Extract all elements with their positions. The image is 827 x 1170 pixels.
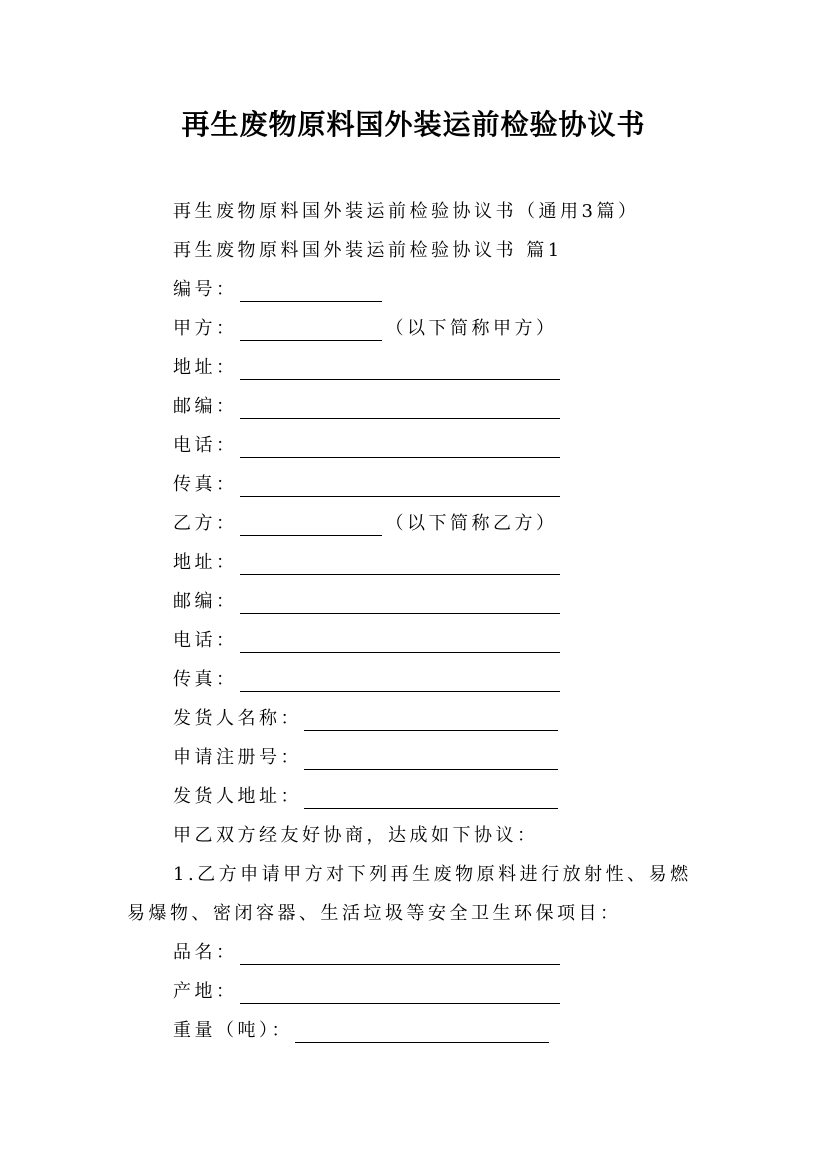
part-heading: 再生废物原料国外装运前检验协议书 篇1 [173,240,563,261]
party-b-blank [240,515,382,536]
party-a-postcode-label: 邮编： [173,396,238,417]
party-a-suffix: （以下简称甲方） [385,318,558,339]
shipper-name-row [173,707,558,731]
party-a-phone-label: 电话： [173,435,238,456]
party-b-fax-blank [240,671,560,692]
origin-label: 产地： [173,981,238,1002]
shipper-address-row [173,785,558,809]
clause-1-line-1: 1.乙方申请甲方对下列再生废物原料进行放射性、易燃 [173,864,692,885]
party-a-address-row [173,356,560,380]
party-a-address-blank [240,359,560,380]
party-a-phone-blank [240,437,560,458]
number-label: 编号： [173,279,238,300]
party-b-postcode-row [173,590,560,614]
number-row [173,278,382,302]
document-title: 再生废物原料国外装运前检验协议书 [181,108,646,141]
shipper-name-label: 发货人名称： [173,708,302,729]
party-a-postcode-blank [240,398,560,419]
shipper-address-label: 发货人地址： [173,786,302,807]
party-a-fax-row [173,473,560,497]
weight-row [173,1019,549,1043]
shipper-address-blank [304,788,558,809]
number-blank [240,281,382,302]
party-b-address-blank [240,554,560,575]
party-b-fax-label: 传真： [173,669,238,690]
weight-label: 重量（吨）： [173,1020,293,1041]
party-a-label: 甲方： [173,318,238,339]
product-name-label: 品名： [173,942,238,963]
shipper-name-blank [304,710,558,731]
party-b-postcode-blank [240,593,560,614]
product-name-blank [240,944,560,965]
party-b-phone-row [173,629,560,653]
party-b-address-label: 地址： [173,552,238,573]
party-a-row [173,317,558,341]
party-b-label: 乙方： [173,513,238,534]
party-b-suffix: （以下简称乙方） [385,513,558,534]
party-b-address-row [173,551,560,575]
party-b-postcode-label: 邮编： [173,591,238,612]
party-b-row [173,512,558,536]
origin-row [173,980,560,1004]
origin-blank [240,983,560,1004]
weight-blank [295,1022,549,1043]
clause-1-line-2: 易爆物、密闭容器、生活垃圾等安全卫生环保项目： [127,903,622,924]
party-b-phone-blank [240,632,560,653]
party-a-blank [240,320,382,341]
party-b-phone-label: 电话： [173,630,238,651]
party-a-postcode-row [173,395,560,419]
party-a-address-label: 地址： [173,357,238,378]
registration-no-blank [304,749,558,770]
agreement-intro: 甲乙双方经友好协商，达成如下协议： [173,825,539,846]
registration-no-row [173,746,558,770]
party-a-fax-label: 传真： [173,474,238,495]
document-heading: 再生废物原料国外装运前检验协议书（通用3篇） [173,201,640,222]
party-a-phone-row [173,434,560,458]
product-name-row [173,941,560,965]
party-b-fax-row [173,668,560,692]
registration-no-label: 申请注册号： [173,747,302,768]
party-a-fax-blank [240,476,560,497]
